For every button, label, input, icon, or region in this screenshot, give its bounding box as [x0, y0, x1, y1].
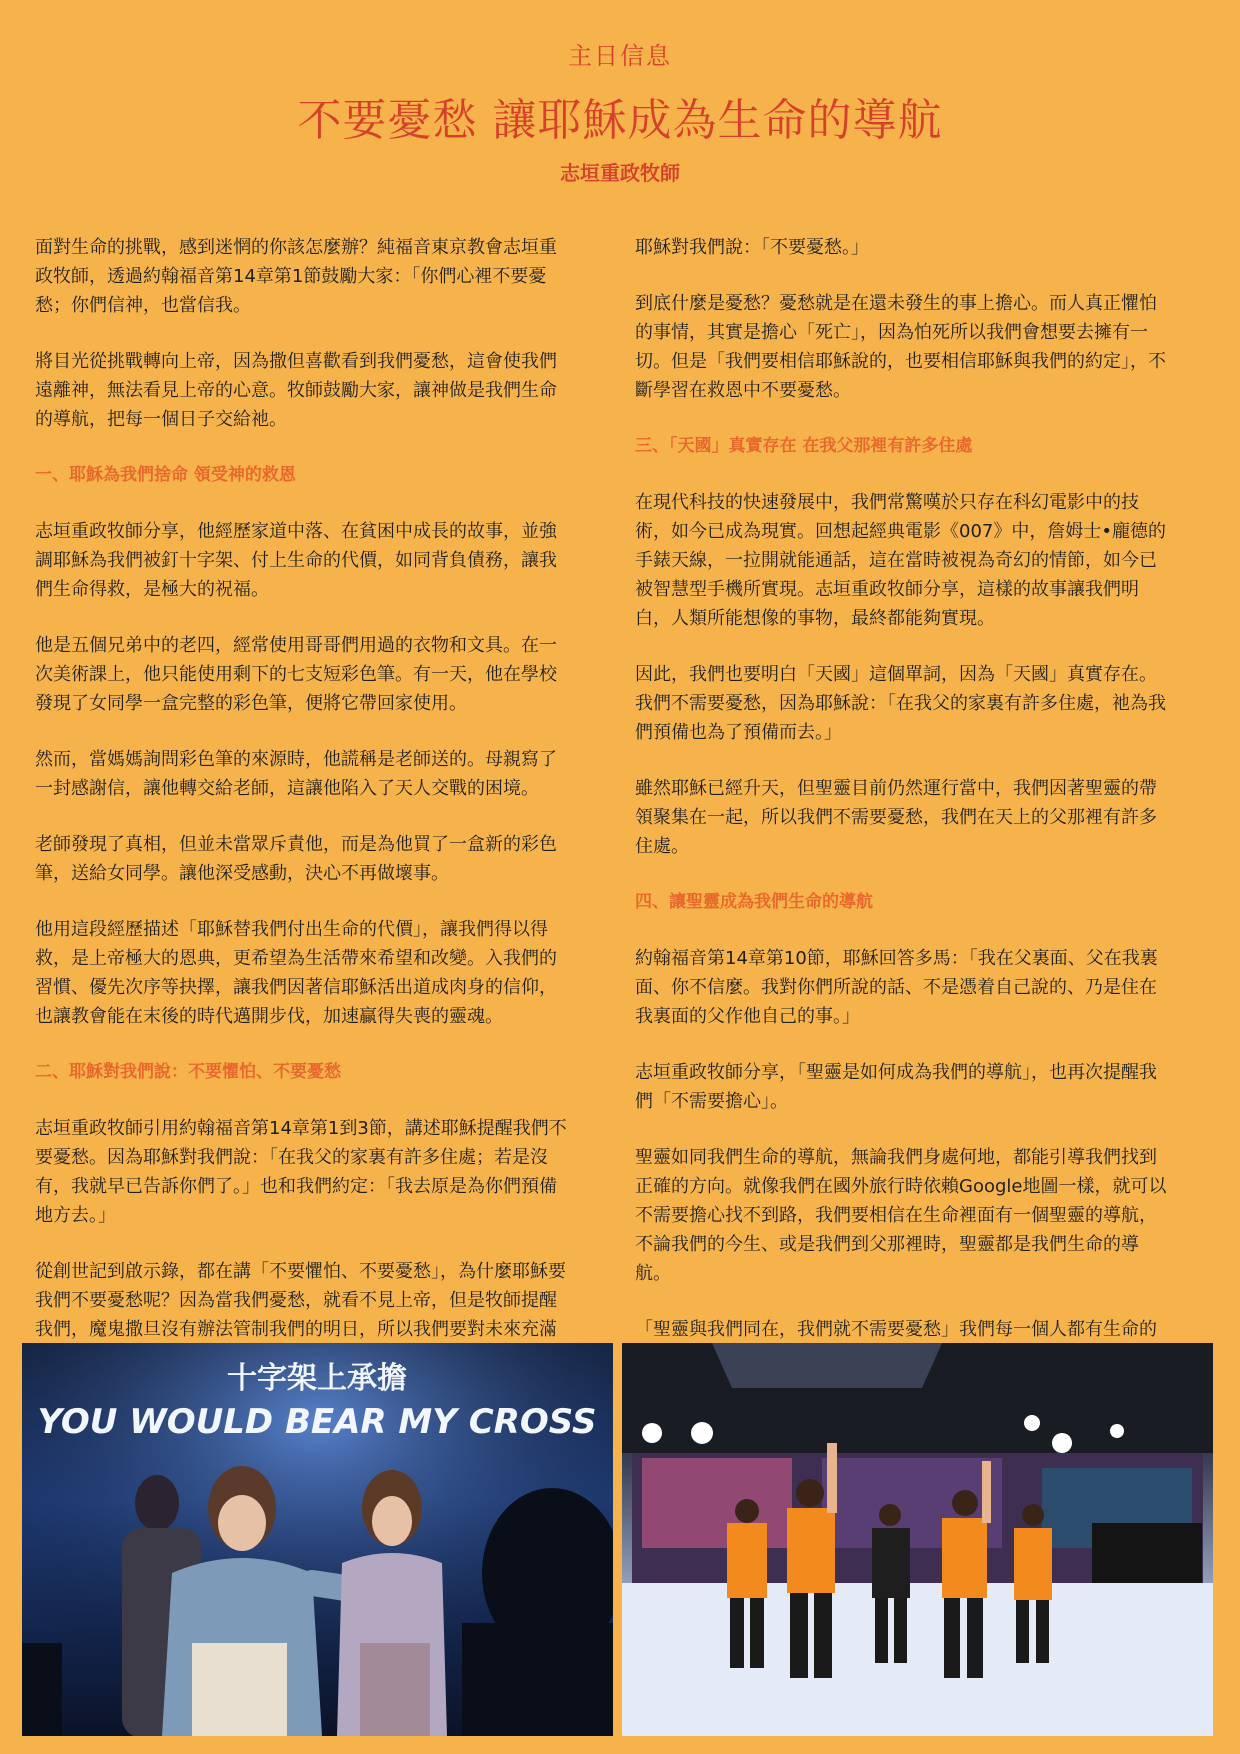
paragraph: 因此，我們也要明白「天國」這個單詞，因為「天國」真實存在。我們不需要憂愁，因為耶穌說：「在我父的家裏有許多住處，祂為我們預備也為了預備而去。」 [635, 664, 1166, 743]
author-name: 志垣重政牧師 [560, 161, 680, 185]
paragraph: 他用這段經歷描述「耶穌替我們付出生命的代價」，讓我們得以得救，是上帝極大的恩典，更希望為生活帶來希望和改變。入我們的習慣、優先次序等抉擇，讓我們因著信耶穌活出道成肉身的信仰，也讓教會能在末後的時代邁開步伐，加速贏得失喪的靈魂。 [35, 919, 557, 1027]
paragraph: 耶穌對我們說：「不要憂愁。」 [635, 237, 869, 258]
dance-photo [622, 1343, 1213, 1736]
paragraph: 他是五個兄弟中的老四，經常使用哥哥們用過的衣物和文具。在一次美術課上，他只能使用剩下的七支短彩色筆。有一天，他在學校發現了女同學一盒完整的彩色筆，便將它帶回家使用。 [35, 635, 557, 714]
page-title: 不要憂愁 讓耶穌成為生命的導航 [297, 95, 943, 146]
dance-scene [622, 1343, 1213, 1736]
article-left-column [35, 233, 573, 1400]
paragraph: 老師發現了真相，但並未當眾斥責他，而是為他買了一盒新的彩色筆，送給女同學。讓他深受感動，決心不再做壞事。 [35, 834, 557, 884]
paragraph: 志垣重政牧師分享，「聖靈是如何成為我們的導航」，也再次提醒我們「不需要擔心」。 [635, 1062, 1157, 1112]
paragraph: 聖靈如同我們生命的導航，無論我們身處何地，都能引導我們找到正確的方向。就像我們在國外旅行時依賴Google地圖一樣，就可以不需要擔心找不到路，我們要相信在生命裡面有一個聖靈的導航，不論我們的今生、或是我們到父那裡時，聖靈都是我們生命的導航。 [635, 1147, 1167, 1284]
section-heading: 二、耶穌對我們說：不要懼怕、不要憂愁 [35, 1062, 341, 1082]
worship-scene [22, 1343, 613, 1736]
paragraph: 志垣重政牧師引用約翰福音第14章第1到3節，講述耶穌提醒我們不要憂愁。因為耶穌對我們說：「在我父的家裏有許多住處；若是沒有，我就早已告訴你們了。」也和我們約定：「我去原是為你們預備地方去。」 [35, 1118, 567, 1226]
article-right-column [635, 233, 1173, 1454]
page-category: 主日信息 [568, 42, 672, 70]
banner-en: YOU WOULD BEAR MY CROSS [37, 1402, 597, 1442]
section-heading: 四、讓聖靈成為我們生命的導航 [635, 892, 873, 912]
paragraph: 在現代科技的快速發展中，我們常驚嘆於只存在科幻電影中的技術，如今已成為現實。回想起經典電影《007》中，詹姆士•龐德的手錶天線，一拉開就能通話，這在當時被視為奇幻的情節，如今已被智慧型手機所實現。志垣重政牧師分享，這樣的故事讓我們明白，人類所能想像的事物，最終都能夠實現。 [635, 492, 1166, 629]
paragraph: 從創世記到啟示錄，都在講「不要懼怕、不要憂愁」，為什麼耶穌要我們不要憂愁呢？因為當我們憂愁，就看不見上帝，但是牧師提醒我們，魔鬼撒旦沒有辦法管制我們的明日，所以我們要對未來充滿 [35, 1261, 566, 1340]
paragraph: 面對生命的挑戰，感到迷惘的你該怎麼辦？純福音東京教會志垣重政牧師，透過約翰福音第14章第1節鼓勵大家：「你們心裡不要憂愁；你們信神，也當信我。 [35, 237, 557, 316]
section-heading: 三、「天國」真實存在 在我父那裡有許多住處 [635, 436, 973, 456]
paragraph: 志垣重政牧師分享，他經歷家道中落、在貧困中成長的故事，並強調耶穌為我們被釘十字架、付上生命的代價，如同背負債務，讓我們生命得救，是極大的祝福。 [35, 521, 557, 600]
paragraph: 「聖靈與我們同在，我們就不需要憂愁」我們每一個人都有生命的 [635, 1319, 1157, 1340]
paragraph: 到底什麼是憂愁？憂愁就是在還未發生的事上擔心。而人真正懼怕的事情，其實是擔心「死亡」，因為怕死所以我們會想要去擁有一切。但是「我們要相信耶穌說的，也要相信耶穌與我們的約定」，不斷學習在救恩中不要憂愁。 [635, 293, 1166, 401]
banner-zh: 十字架上承擔 [227, 1361, 407, 1396]
worship-photo [22, 1343, 613, 1736]
paragraph: 雖然耶穌已經升天，但聖靈目前仍然運行當中，我們因著聖靈的帶領聚集在一起，所以我們不需要憂愁，我們在天上的父那裡有許多住處。 [635, 778, 1157, 857]
section-heading: 一、耶穌為我們捨命 領受神的救恩 [35, 465, 296, 485]
paragraph: 約翰福音第14章第10節，耶穌回答多馬：「我在父裏面、父在我裏面、你不信麼。我對你們所說的話、不是憑着自己說的、乃是住在我裏面的父作他自己的事。」 [635, 948, 1158, 1027]
paragraph: 將目光從挑戰轉向上帝，因為撒但喜歡看到我們憂愁，這會使我們遠離神，無法看見上帝的心意。牧師鼓勵大家，讓神做是我們生命的導航，把每一個日子交給祂。 [35, 351, 557, 430]
paragraph: 然而，當媽媽詢問彩色筆的來源時，他謊稱是老師送的。母親寫了一封感謝信，讓他轉交給老師，這讓他陷入了天人交戰的困境。 [35, 749, 557, 799]
